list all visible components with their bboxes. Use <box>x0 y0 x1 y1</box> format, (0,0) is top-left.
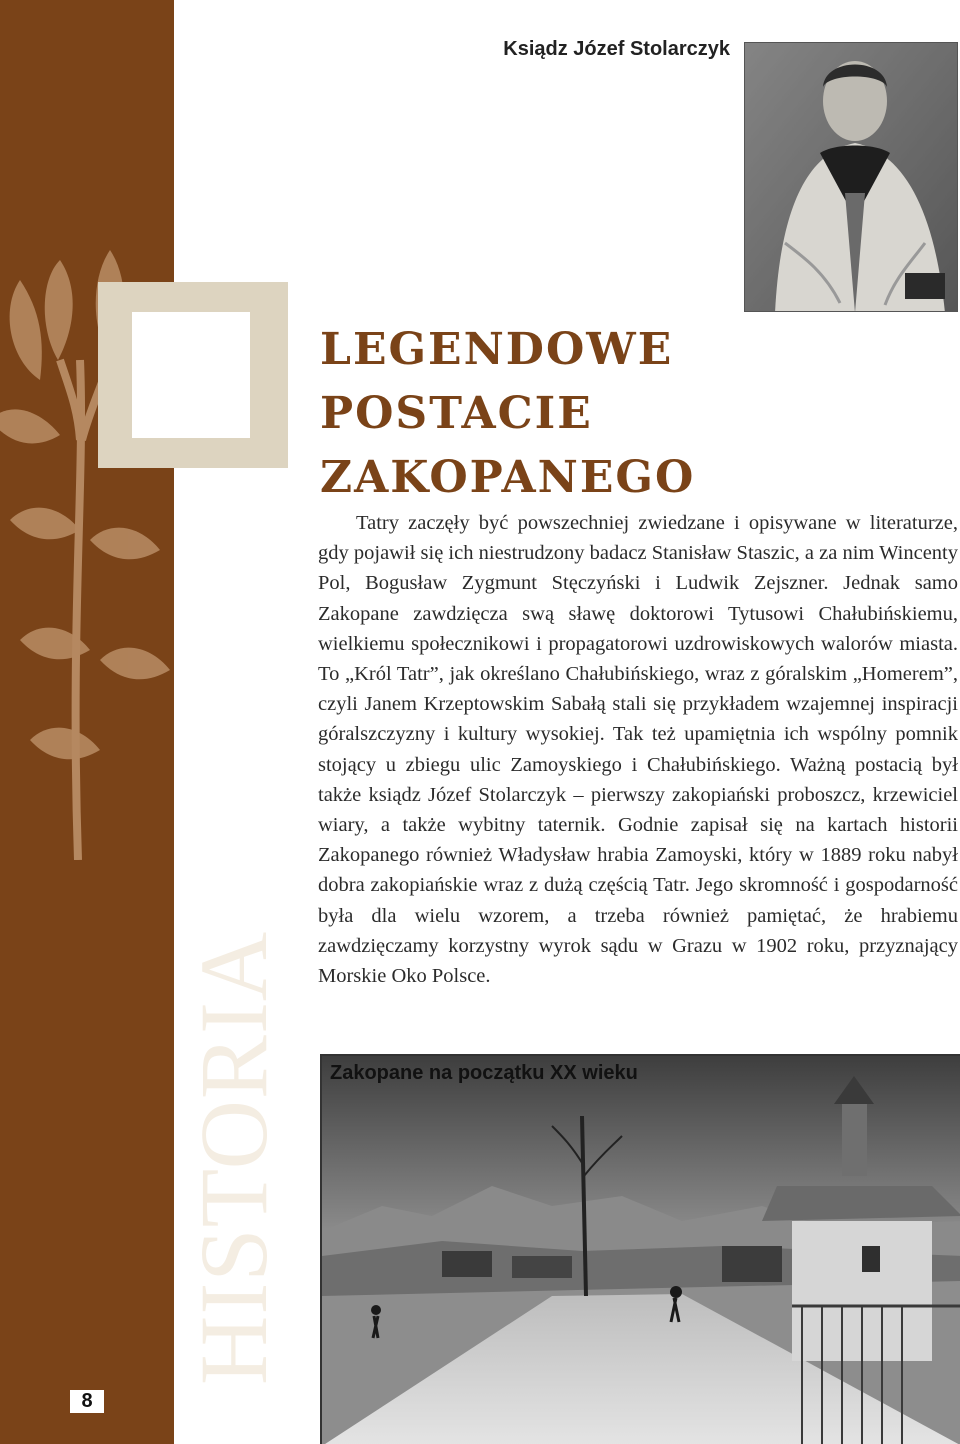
section-label: HISTORIA <box>180 930 287 1385</box>
zakopane-street-photo <box>320 1054 960 1444</box>
sidebar-band <box>0 0 174 1444</box>
article-title-line: POSTACIE <box>320 388 593 439</box>
decorative-square <box>98 282 288 468</box>
article-title-line: ZAKOPANEGO <box>320 452 696 503</box>
decorative-square-inner <box>132 312 174 438</box>
portrait-photo <box>744 42 958 312</box>
street-photo-image <box>322 1056 960 1444</box>
article-body: Tatry zaczęły być powszechniej zwiedzane i opisywane w literaturze, gdy pojawił się ich niestrudzony badacz Stanisław Staszic, a za nim Wincenty Pol, Bogusław Zygmunt Stęczyński i Ludwik Zejszner. Jednak samo Zakopane zawdzięcza swą sławę doktorowi Tytusowi Chałubińskiemu, wielkiemu społecznikowi i propagatorowi uzdrowiskowych walorów miasta. To „Król Tatr”, jak określano Chałubińskiego, wraz z góralskim „Homerem”, czyli Janem Krzeptowskim Sabałą stali się przykładem wzajemnej inspiracji góralszczyzny i kultury wysokiej. Tak też upamiętnia ich wspólny pomnik stojący u zbiegu ulic Zamoyskiego i Chałubińskiego. Ważną postacią był także ksiądz Józef Stolarczyk – pierwszy zakopiański proboszcz, krzewiciel wiary, a także wybitny taternik. Godnie zapisał się na kartach historii Zakopanego również Władysław hrabia Zamoyski, który w 1889 roku nabył dobra zakopiańskie wraz z dużą częścią Tatr. Jego skromność i gospodarność była dla wielu wzorem, a trzeba również pamiętać, że hrabiemu zawdzięczamy korzystny wyrok sądu w Grazu w 1902 roku, przyznający Morskie Oko Polsce. <box>318 512 958 988</box>
article-title <box>320 318 695 510</box>
priest-portrait-image <box>745 43 958 312</box>
page-number: 8 <box>70 1390 104 1413</box>
photo-caption: Zakopane na początku XX wieku <box>330 1062 638 1084</box>
portrait-caption: Ksiądz Józef Stolarczyk <box>503 38 730 60</box>
article-title-line: LEGENDOWE <box>320 324 674 375</box>
